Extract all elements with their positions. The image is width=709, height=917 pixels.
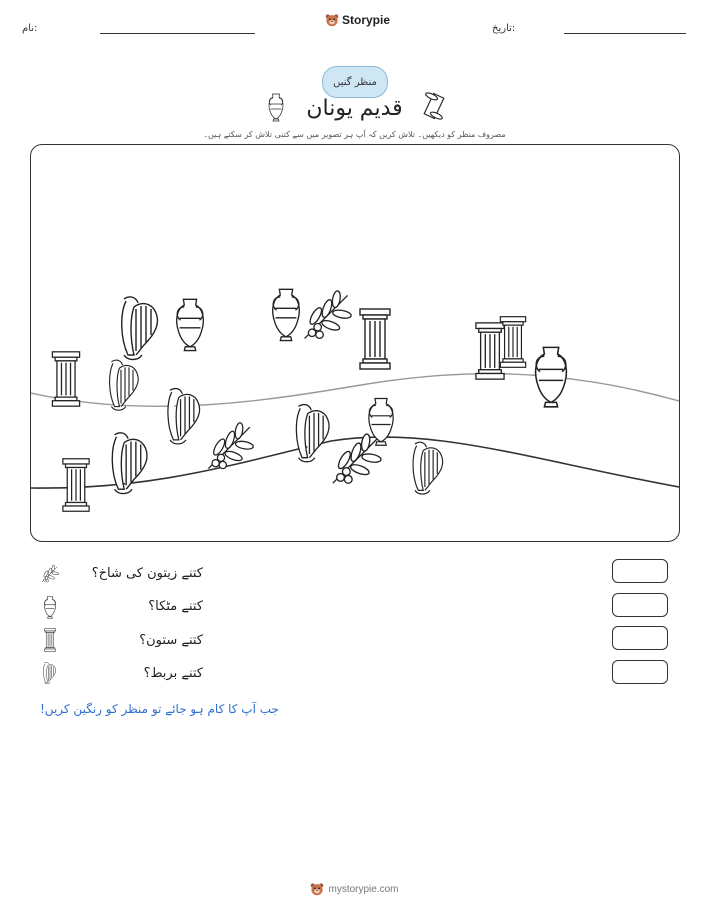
brand bbox=[325, 13, 390, 27]
amphora-3 bbox=[536, 347, 567, 406]
question-column: کتنے ستون؟ bbox=[139, 633, 203, 648]
harp-6 bbox=[112, 433, 147, 494]
instructions: مصروف منظر کو دیکھیں۔ تلاش کریں کہ آپ ہر تصویر میں سے کتنی تلاش کر سکتے ہیں۔ bbox=[203, 130, 506, 139]
harp-icon bbox=[40, 661, 60, 685]
search-scene bbox=[30, 144, 680, 542]
amphora-1 bbox=[177, 299, 204, 350]
date-label: تاریخ: bbox=[492, 23, 516, 34]
bear-logo-icon bbox=[310, 882, 324, 896]
olive-branch-icon bbox=[40, 562, 60, 586]
bear-logo-icon bbox=[325, 13, 339, 27]
olive-branch-3 bbox=[333, 433, 382, 483]
answer-box-column[interactable] bbox=[612, 626, 668, 650]
page-title: قدیم یونان bbox=[306, 96, 403, 121]
amphora-icon bbox=[40, 595, 60, 619]
brand-name: Storypie bbox=[342, 13, 391, 27]
name-label: نام: bbox=[22, 23, 38, 34]
name-line[interactable] bbox=[100, 33, 255, 34]
column-icon bbox=[40, 628, 60, 652]
harp-4 bbox=[296, 405, 329, 462]
date-line[interactable] bbox=[564, 33, 686, 34]
scroll-icon bbox=[422, 90, 446, 122]
column-2 bbox=[476, 323, 504, 379]
coloring-note: جب آپ کا کام ہو جائے تو منظر کو رنگین کریں! bbox=[40, 702, 279, 716]
answer-box-harp[interactable] bbox=[612, 660, 668, 684]
harp-5 bbox=[413, 442, 443, 494]
harp-1 bbox=[122, 297, 158, 360]
website-footer bbox=[0, 882, 709, 896]
answer-box-amphora[interactable] bbox=[612, 593, 668, 617]
olive-branch-1 bbox=[305, 290, 352, 338]
column-4 bbox=[52, 352, 79, 406]
question-olive-branch: کتنے زیتون کی شاخ؟ bbox=[91, 566, 203, 581]
question-harp: کتنے بربط؟ bbox=[143, 666, 203, 681]
answer-box-olive-branch[interactable] bbox=[612, 559, 668, 583]
amphora-2 bbox=[273, 289, 300, 340]
harp-2 bbox=[110, 360, 139, 410]
scene-illustration bbox=[31, 145, 679, 541]
amphora-4 bbox=[369, 398, 393, 445]
column-3 bbox=[500, 317, 525, 368]
harp-3 bbox=[168, 388, 200, 443]
column-1 bbox=[360, 309, 390, 369]
column-5 bbox=[63, 459, 89, 512]
website-url[interactable]: mystorypie.com bbox=[328, 883, 399, 895]
question-amphora: کتنے مٹکا؟ bbox=[148, 599, 203, 614]
activity-badge: منظر گنیں bbox=[322, 66, 388, 98]
